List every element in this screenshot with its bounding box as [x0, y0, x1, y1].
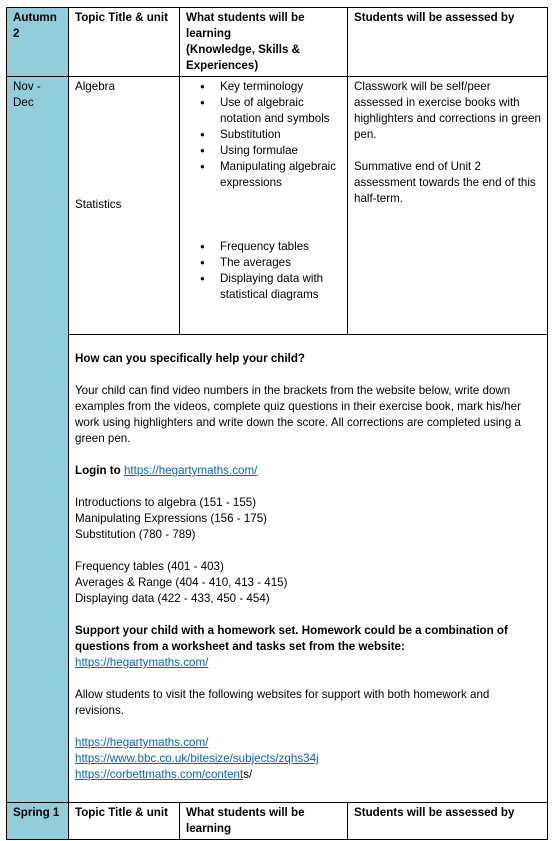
- next-learning-header: What students will be learning: [180, 803, 348, 840]
- assessment-cell: [348, 77, 548, 335]
- help-intro: Your child can find video numbers in the brackets from the website below, write down examples from the videos, complete quiz questions in their exercise book, mark his/her work using highlighters and write down the score. All corrections are completed using a green pen.: [75, 384, 521, 445]
- list-item: ● Using formulae: [200, 143, 341, 159]
- help-cell: [69, 335, 548, 803]
- algebra-video-item: Introductions to algebra (151 - 155): [75, 496, 257, 509]
- topic-header: Topic Title & unit: [69, 8, 180, 77]
- list-item: ● Substitution: [200, 127, 341, 143]
- stats-video-item: Frequency tables (401 - 403): [75, 560, 224, 573]
- site-line: [75, 735, 541, 751]
- help-heading: How can you specifically help your child?: [75, 352, 305, 365]
- list-item: ● Displaying data with statistical diagrams: [200, 271, 341, 303]
- stats-video-item: Displaying data (422 - 433, 450 - 454): [75, 592, 270, 605]
- learning-cell: [180, 77, 348, 335]
- login-line: [75, 463, 541, 479]
- topic-cell: [69, 77, 180, 335]
- spacer: [354, 143, 541, 159]
- next-topic-header: Topic Title & unit: [69, 803, 180, 840]
- homework-link-line: [75, 655, 541, 671]
- learning-header-sub: (Knowledge, Skills & Experiences): [186, 43, 301, 72]
- login-link[interactable]: https://hegartymaths.com/: [123, 464, 258, 477]
- spacer: [75, 607, 541, 623]
- algebra-video-item: Substitution (780 - 789): [75, 528, 196, 541]
- site-link-corbett[interactable]: https://corbettmaths.com/content: [75, 768, 244, 781]
- site-line: [75, 767, 541, 783]
- spacer: [75, 95, 173, 197]
- statistics-bullets: [186, 239, 341, 303]
- spacer: [75, 543, 541, 559]
- assessment-summative: Summative end of Unit 2 assessment towards the end of this half-term.: [354, 160, 536, 205]
- spacer: [75, 479, 541, 495]
- assessment-classwork: Classwork will be self/peer assessed in exercise books with highlighters and corrections in green pen.: [354, 80, 541, 141]
- learning-header: [180, 8, 348, 77]
- homework-text: Support your child with a homework set. Homework could be a combination of questions from a worksheet and tasks set from the website:: [75, 624, 508, 653]
- term-cell: Autumn 2: [7, 8, 69, 77]
- site-link-tail: s/: [243, 768, 253, 781]
- algebra-bullets: [186, 79, 341, 191]
- next-assessed-header: Students will be assessed by: [348, 803, 548, 840]
- list-item: ● The averages: [200, 255, 341, 271]
- list-item: ● Use of algebraic notation and symbols: [200, 95, 341, 127]
- homework-link[interactable]: https://hegartymaths.com/: [75, 656, 209, 669]
- header-row: [7, 8, 548, 77]
- site-link-bbc[interactable]: https://www.bbc.co.uk/bitesize/subjects/zqhs34j: [75, 752, 319, 765]
- period-cell: Nov - Dec: [7, 77, 69, 803]
- list-item: ● Manipulating algebraic expressions: [200, 159, 341, 191]
- spacer: [75, 367, 541, 383]
- next-term-cell: Spring 1: [7, 803, 69, 840]
- spacer: [75, 447, 541, 463]
- site-line: [75, 751, 541, 767]
- spacer: [75, 719, 541, 735]
- algebra-video-item: Manipulating Expressions (156 - 175): [75, 512, 268, 525]
- spacer: [75, 671, 541, 687]
- list-item: ● Key terminology: [200, 79, 341, 95]
- assessed-header: Students will be assessed by: [348, 8, 548, 77]
- login-label: Login to: [75, 464, 124, 477]
- stats-video-item: Averages & Range (404 - 410, 413 - 415): [75, 576, 288, 589]
- help-row: [7, 335, 548, 803]
- spacer: [186, 191, 341, 239]
- list-item: ● Frequency tables: [200, 239, 341, 255]
- topic-statistics: Statistics: [75, 198, 122, 211]
- content-row: [7, 77, 548, 335]
- topic-algebra: Algebra: [75, 80, 115, 93]
- next-term-header-row: [7, 803, 548, 840]
- learning-header-title: What students will be learning: [186, 11, 305, 40]
- curriculum-table: [6, 7, 548, 840]
- site-link-hegarty[interactable]: https://hegartymaths.com/: [75, 736, 209, 749]
- websites-text: Allow students to visit the following websites for support with both homework and revisions.: [75, 688, 490, 717]
